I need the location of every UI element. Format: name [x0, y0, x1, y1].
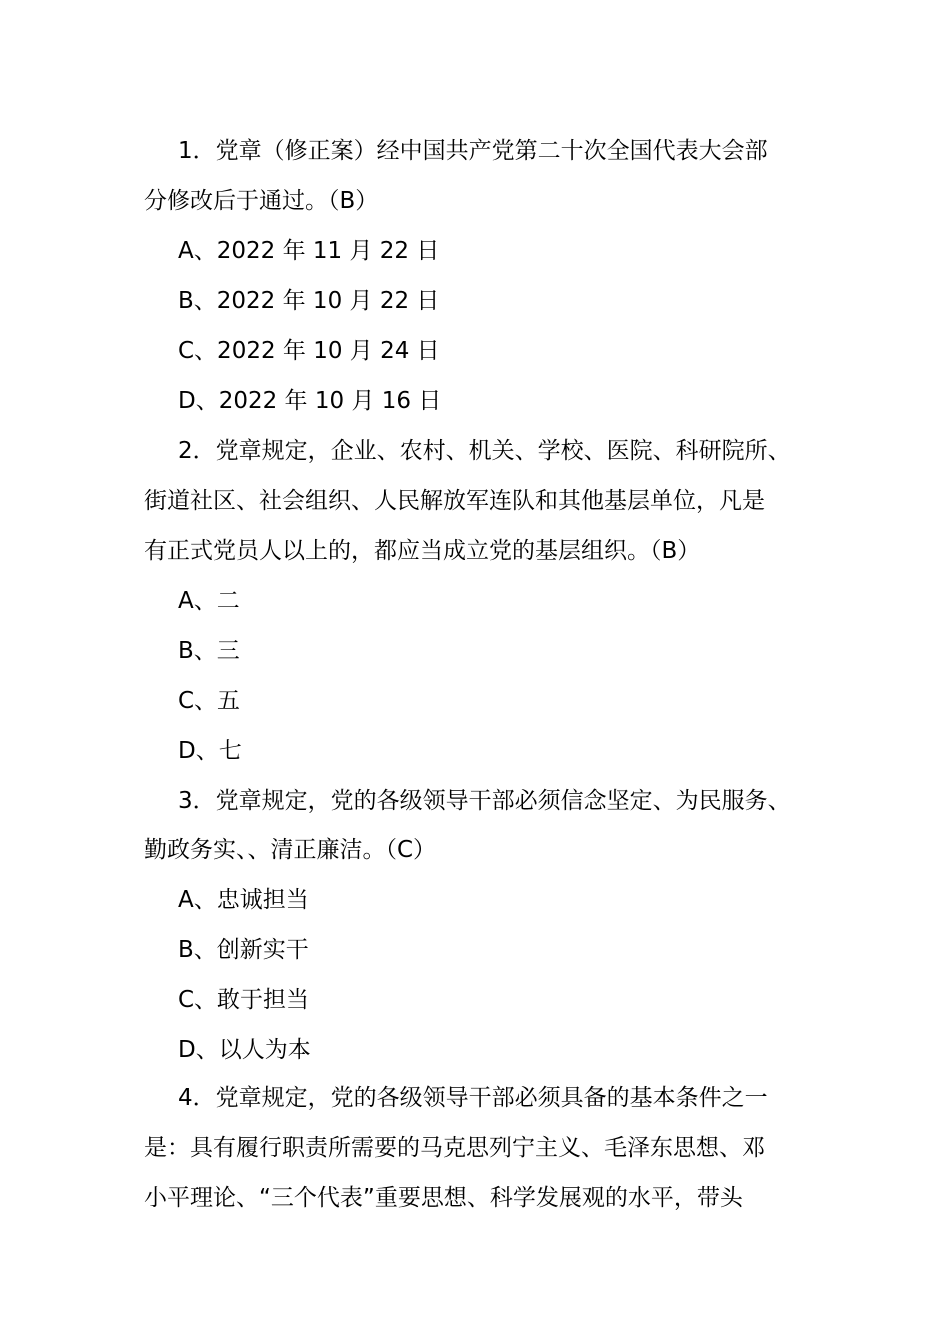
- question-2-line-3: 有正式党员人以上的，都应当成立党的基层组织。（B）: [144, 538, 701, 564]
- question-1-line-2: 分修改后于通过。（B）: [144, 188, 379, 214]
- question-2-option-b: B、三: [178, 638, 240, 664]
- question-3-option-d: D、以人为本: [178, 1037, 311, 1063]
- question-4-line-2: 是：具有履行职责所需要的马克思列宁主义、毛泽东思想、邓: [144, 1135, 765, 1161]
- question-2-option-a: A、二: [178, 588, 240, 614]
- question-1-line-1: 1．党章（修正案）经中国共产党第二十次全国代表大会部: [178, 138, 768, 164]
- question-3-line-2: 勤政务实、、清正廉洁。（C）: [144, 837, 437, 863]
- question-4-line-3: 小平理论、“三个代表”重要思想、科学发展观的水平，带头: [144, 1185, 743, 1211]
- question-3-line-1: 3．党章规定，党的各级领导干部必须信念坚定、为民服务、: [178, 788, 791, 814]
- question-2-option-d: D、七: [178, 738, 242, 764]
- question-3-option-b: B、创新实干: [178, 937, 309, 963]
- question-3-option-a: A、忠诚担当: [178, 887, 309, 913]
- question-2-line-1: 2．党章规定，企业、农村、机关、学校、医院、科研院所、: [178, 438, 791, 464]
- question-1-option-d: D、2022 年 10 月 16 日: [178, 388, 442, 414]
- question-4-line-1: 4．党章规定，党的各级领导干部必须具备的基本条件之一: [178, 1085, 768, 1111]
- question-1-option-c: C、2022 年 10 月 24 日: [178, 338, 440, 364]
- question-2-option-c: C、五: [178, 688, 241, 714]
- question-2-line-2: 街道社区、社会组织、人民解放军连队和其他基层单位，凡是: [144, 488, 765, 514]
- question-1-option-a: A、2022 年 11 月 22 日: [178, 238, 440, 264]
- question-3-option-c: C、敢于担当: [178, 987, 310, 1013]
- question-1-option-b: B、2022 年 10 月 22 日: [178, 288, 440, 314]
